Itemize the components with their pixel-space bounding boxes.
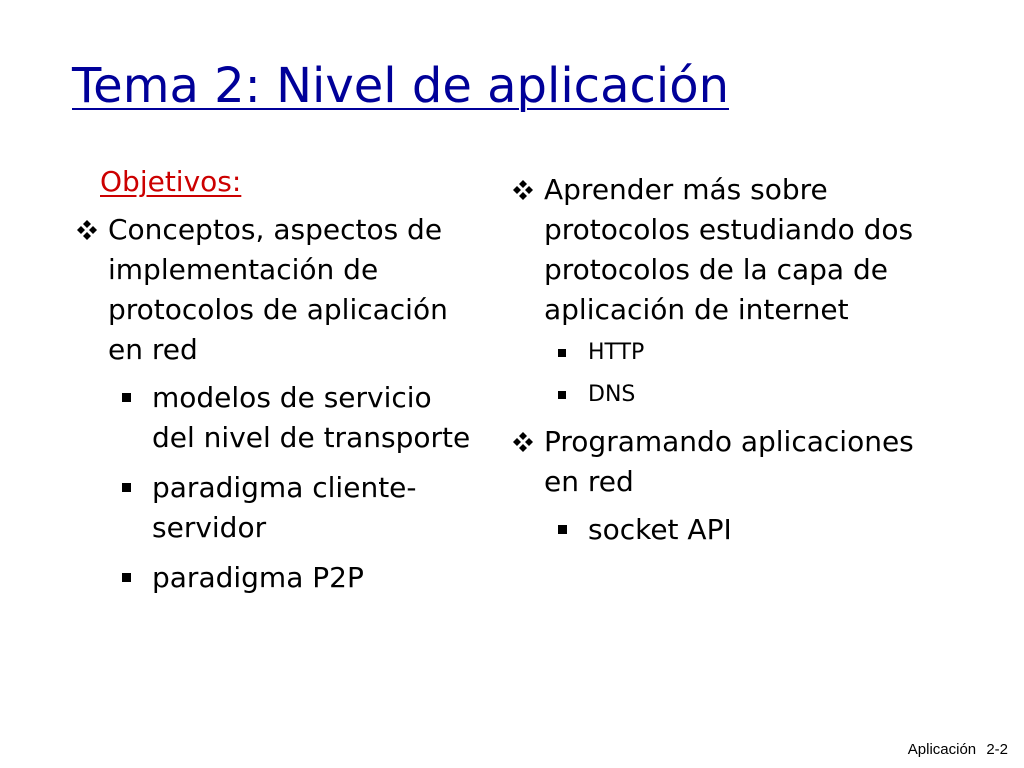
square-bullet-icon <box>122 483 131 492</box>
sub-list-item-text: paradigma cliente-servidor <box>152 471 417 544</box>
square-bullet-icon <box>558 349 566 357</box>
sub-list-item <box>544 510 928 550</box>
four-diamond-bullet-icon <box>512 431 534 453</box>
sub-list-item <box>544 338 928 368</box>
sub-list-item <box>544 380 928 410</box>
sub-list-item <box>108 378 472 458</box>
sub-list-item-text: paradigma P2P <box>152 561 364 594</box>
left-column <box>72 162 472 608</box>
square-bullet-icon <box>122 573 131 582</box>
sub-list-item <box>108 468 472 548</box>
list-item-text: Programando aplicaciones en red <box>544 425 914 498</box>
sub-list-item <box>108 558 472 598</box>
sub-list-item-text: socket API <box>588 513 732 546</box>
square-bullet-icon <box>558 525 567 534</box>
list-item <box>508 422 928 502</box>
square-bullet-icon <box>122 393 131 402</box>
slide-title: Tema 2: Nivel de aplicación <box>72 58 729 114</box>
square-bullet-icon <box>558 391 566 399</box>
slide-footer <box>908 741 1008 758</box>
footer-page-number: 2-2 <box>986 741 1008 758</box>
four-diamond-bullet-icon <box>512 179 534 201</box>
four-diamond-bullet-icon <box>76 219 98 241</box>
footer-section: Aplicación <box>907 741 977 758</box>
sub-list-item-text: HTTP <box>588 340 645 365</box>
list-item-text: Aprender más sobre protocolos estudiando dos protocolos de la capa de aplicación de internet <box>544 173 914 326</box>
objectives-heading: Objetivos: <box>100 165 242 198</box>
right-column <box>508 170 928 560</box>
list-item-text: Conceptos, aspectos de implementación de protocolos de aplicación en red <box>108 213 448 366</box>
sub-list-item-text: modelos de servicio del nivel de transporte <box>152 381 471 454</box>
sub-list-item-text: DNS <box>588 382 636 407</box>
list-item <box>508 170 928 330</box>
list-item <box>72 210 472 370</box>
